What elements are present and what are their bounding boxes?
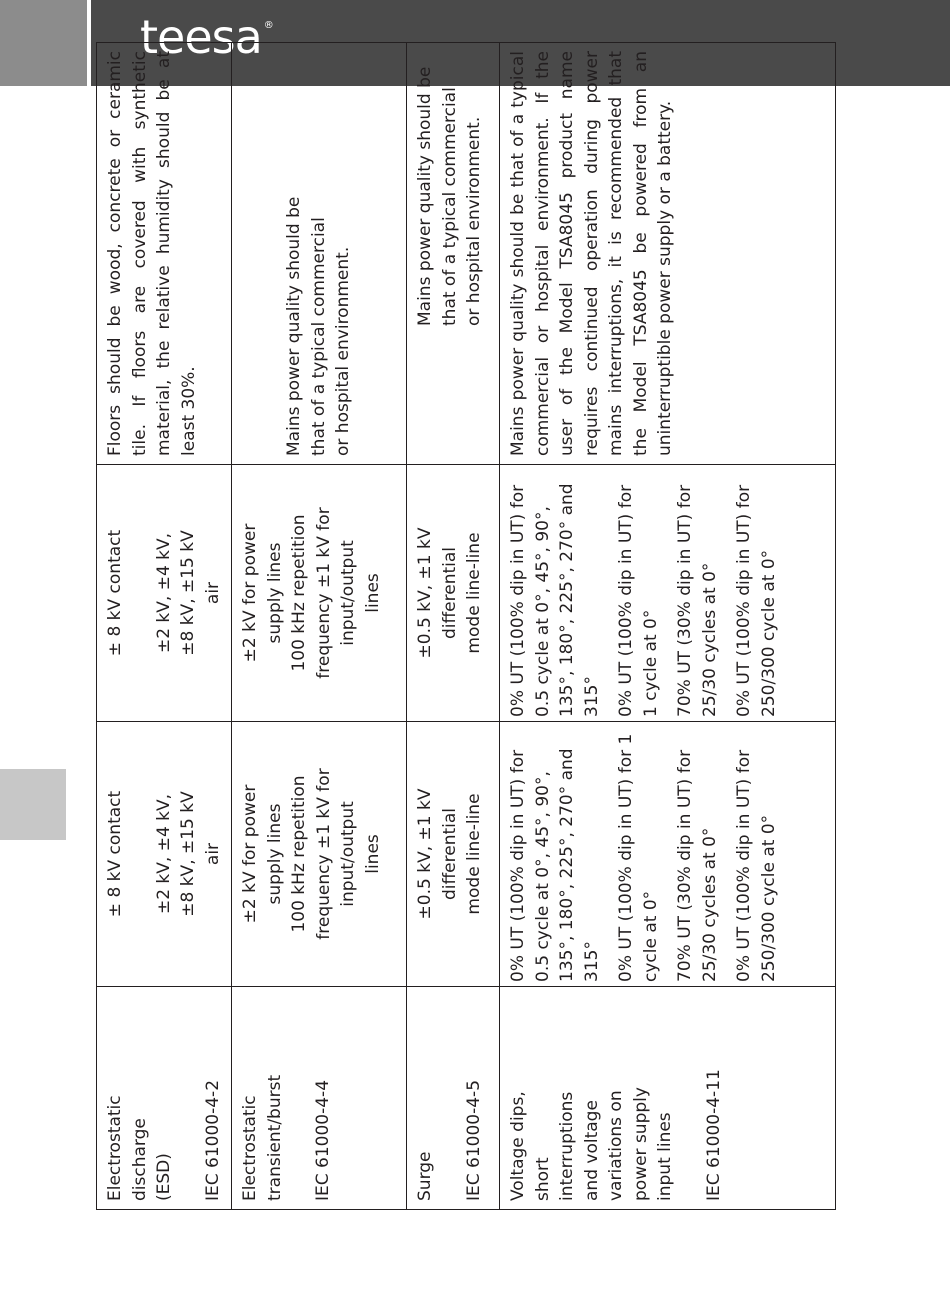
phenomenon-line: and voltage bbox=[581, 1100, 602, 1201]
phenomenon-line: (ESD) bbox=[154, 1153, 174, 1201]
phenomenon-line: discharge bbox=[129, 1118, 150, 1201]
phenomenon-line: interruptions bbox=[557, 1091, 577, 1201]
test-level-paragraph: 0% UT (100% dip in UT) for 250/300 cycle at 0° bbox=[734, 749, 779, 982]
phenomenon-line: input lines bbox=[655, 1112, 675, 1201]
compliance-level-cell bbox=[500, 465, 836, 722]
compliance-level-line: air bbox=[202, 581, 223, 605]
table-row bbox=[232, 43, 407, 1210]
compliance-level-line: ±0.5 kV, ±1 kV bbox=[415, 527, 435, 659]
test-level-line: 100 kHz repetition bbox=[289, 775, 309, 933]
compliance-level-cell bbox=[97, 465, 232, 722]
compliance-level-line: supply lines bbox=[264, 542, 285, 644]
test-level-cell bbox=[407, 722, 500, 987]
guidance-cell bbox=[232, 43, 407, 465]
test-level-cell bbox=[97, 722, 232, 987]
guidance-text: Mains power quality should be that of a typical commercial or hospital environment. If the user of the Model TSA8045 product name requires continued operation during power mains interruptions, it is recommended that the Model TSA8045 be powered from an uninterruptible power supply or a battery. bbox=[508, 51, 675, 456]
table-row bbox=[407, 43, 500, 1210]
test-level-line: air bbox=[202, 842, 223, 866]
phenomenon-line: variations on bbox=[606, 1090, 626, 1201]
chapter-side-tab bbox=[0, 769, 66, 840]
compliance-level-paragraph: 70% UT (30% dip in UT) for 25/30 cycles at 0° bbox=[675, 484, 720, 717]
standard-label: IEC 61000-4-5 bbox=[463, 1079, 484, 1201]
test-level-line: ±8 kV, ±15 kV bbox=[178, 791, 198, 917]
compliance-level-line: ±2 kV for power bbox=[240, 523, 260, 663]
compliance-level-line: differential bbox=[439, 546, 460, 640]
emc-immunity-table-wrapper bbox=[96, 51, 830, 1210]
phenomenon-line: Surge bbox=[415, 1151, 435, 1201]
compliance-level-line: ±8 kV, ±15 kV bbox=[178, 530, 198, 656]
test-level-paragraph: 0% UT (100% dip in UT) for 0.5 cycle at 0°, 45°, 90°, 135°, 180°, 225°, 270° and 315° bbox=[508, 748, 602, 982]
phenomenon-line: Electrostatic bbox=[105, 1095, 125, 1201]
standard-label: IEC 61000-4-4 bbox=[313, 1079, 333, 1201]
compliance-level-line: frequency ±1 kV for bbox=[313, 507, 334, 679]
phenomenon-line: Electrostatic bbox=[240, 1095, 260, 1201]
phenomenon-line: Voltage dips, bbox=[508, 1091, 528, 1201]
standard-label: IEC 61000-4-11 bbox=[703, 1069, 724, 1201]
test-level-paragraph: 0% UT (100% dip in UT) for 1 cycle at 0° bbox=[616, 733, 661, 982]
guidance-text: Mains power quality should be that of a typical commercial or hospital environment. bbox=[415, 66, 484, 326]
standard-label: IEC 61000-4-2 bbox=[202, 1079, 223, 1201]
compliance-level-paragraph: 0% UT (100% dip in UT) for 250/300 cycle at 0° bbox=[734, 484, 779, 717]
brand-registered-mark: ® bbox=[263, 20, 273, 31]
compliance-level-paragraph: 0% UT (100% dip in UT) for 1 cycle at 0° bbox=[616, 484, 661, 717]
emc-immunity-table bbox=[96, 42, 836, 1210]
test-level-line: ±0.5 kV, ±1 kV bbox=[415, 788, 435, 920]
phenomenon-cell bbox=[232, 987, 407, 1210]
guidance-cell bbox=[97, 43, 232, 465]
compliance-level-line: ± 8 kV contact bbox=[105, 529, 125, 657]
compliance-level-cell bbox=[232, 465, 407, 722]
compliance-level-cell bbox=[407, 465, 500, 722]
brand-name: teesa bbox=[140, 10, 262, 64]
guidance-text: Mains power quality should be that of a typical commercial or hospital environment. bbox=[284, 196, 353, 456]
test-level-line: differential bbox=[439, 807, 460, 901]
phenomenon-line: transient/burst bbox=[264, 1074, 285, 1201]
compliance-level-line: input/output bbox=[338, 540, 358, 646]
test-level-line: ±2 kV, ±4 kV, bbox=[153, 793, 174, 915]
compliance-level-line: ±2 kV, ±4 kV, bbox=[153, 532, 174, 654]
phenomenon-cell bbox=[97, 987, 232, 1210]
test-level-line: lines bbox=[362, 834, 383, 874]
guidance-text: Floors should be wood, concrete or ceramic tile. If floors are covered with synthetic material, the relative humidity should be at least 30%. bbox=[105, 51, 199, 456]
test-level-line: ± 8 kV contact bbox=[105, 790, 125, 918]
compliance-level-line: mode line-line bbox=[464, 532, 484, 654]
phenomenon-line: power supply bbox=[630, 1087, 651, 1201]
test-level-paragraph: 70% UT (30% dip in UT) for 25/30 cycles at 0° bbox=[675, 749, 720, 982]
compliance-level-paragraph: 0% UT (100% dip in UT) for 0.5 cycle at 0°, 45°, 90°, 135°, 180°, 225°, 270° and 315° bbox=[508, 483, 602, 717]
phenomenon-line: short bbox=[532, 1157, 553, 1201]
compliance-level-line: 100 kHz repetition bbox=[289, 514, 309, 672]
compliance-level-line: lines bbox=[362, 573, 383, 613]
test-level-cell bbox=[232, 722, 407, 987]
phenomenon-cell bbox=[500, 987, 836, 1210]
guidance-cell bbox=[500, 43, 836, 465]
table-row bbox=[97, 43, 232, 1210]
header-side-block bbox=[0, 0, 87, 86]
test-level-line: frequency ±1 kV for bbox=[313, 768, 334, 940]
table-row bbox=[500, 43, 836, 1210]
test-level-line: mode line-line bbox=[464, 793, 484, 915]
phenomenon-cell bbox=[407, 987, 500, 1210]
guidance-cell bbox=[407, 43, 500, 465]
test-level-line: supply lines bbox=[264, 803, 285, 905]
test-level-line: ±2 kV for power bbox=[240, 784, 260, 924]
test-level-line: input/output bbox=[338, 801, 358, 907]
test-level-cell bbox=[500, 722, 836, 987]
